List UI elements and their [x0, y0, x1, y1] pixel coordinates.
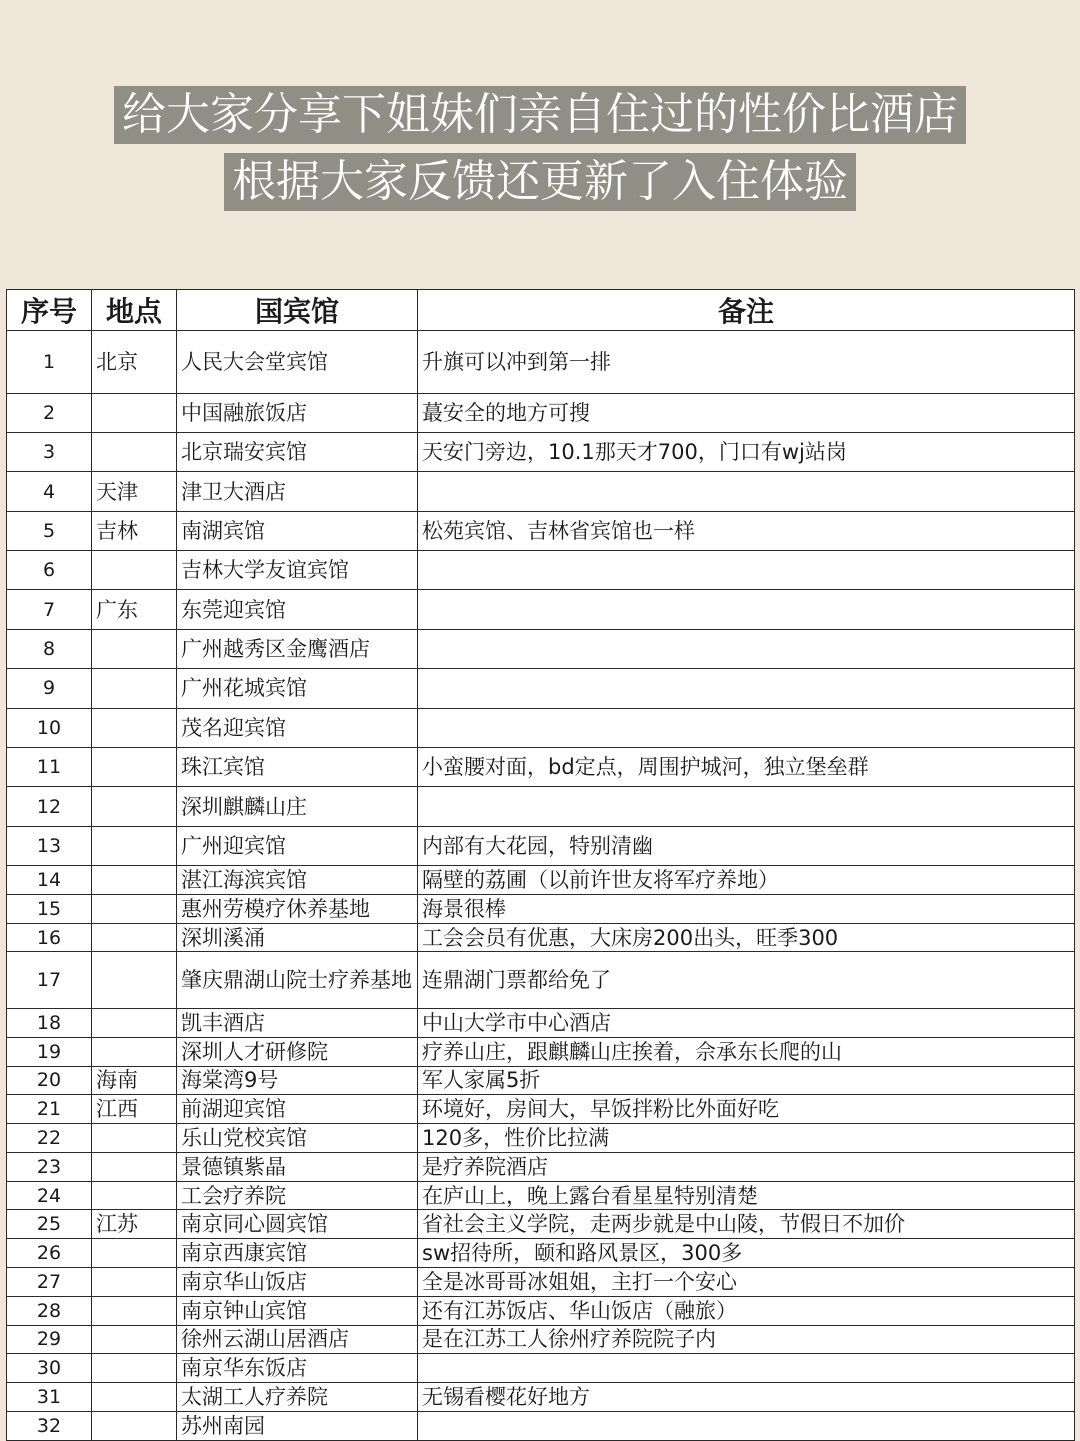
table-row — [7, 432, 1075, 471]
cell-note: 是在江苏工人徐州疗养院院子内 — [418, 1325, 1075, 1354]
cell-hotel: 苏州南园 — [177, 1411, 418, 1440]
cell-hotel: 吉林大学友谊宾馆 — [177, 551, 418, 590]
cell-hotel: 凯丰酒店 — [177, 1009, 418, 1038]
table-row — [7, 826, 1075, 865]
cell-note: 省社会主义学院，走两步就是中山陵，节假日不加价 — [418, 1210, 1075, 1239]
cell-no: 15 — [7, 894, 92, 923]
cell-note: 是疗养院酒店 — [418, 1152, 1075, 1181]
cell-no: 20 — [7, 1066, 92, 1095]
table-row — [7, 551, 1075, 590]
cell-place — [92, 1239, 177, 1268]
cell-hotel: 深圳溪涌 — [177, 923, 418, 952]
banner-text-1: 给大家分享下姐妹们亲自住过的性价比酒店 — [114, 86, 966, 144]
cell-place — [92, 1152, 177, 1181]
cell-place: 广东 — [92, 590, 177, 629]
cell-no: 8 — [7, 629, 92, 668]
cell-no: 18 — [7, 1009, 92, 1038]
table-row — [7, 629, 1075, 668]
table-header-row — [7, 290, 1075, 331]
table-row — [7, 1181, 1075, 1210]
cell-hotel: 珠江宾馆 — [177, 747, 418, 786]
cell-no: 32 — [7, 1411, 92, 1440]
cell-note: 120多，性价比拉满 — [418, 1124, 1075, 1153]
cell-note: 军人家属5折 — [418, 1066, 1075, 1095]
cell-place — [92, 1009, 177, 1038]
cell-hotel: 北京瑞安宾馆 — [177, 432, 418, 471]
cell-note — [418, 551, 1075, 590]
cell-hotel: 前湖迎宾馆 — [177, 1095, 418, 1124]
cell-place — [92, 826, 177, 865]
cell-no: 23 — [7, 1152, 92, 1181]
cell-hotel: 湛江海滨宾馆 — [177, 866, 418, 895]
cell-place — [92, 1354, 177, 1383]
cell-note: sw招待所，颐和路风景区，300多 — [418, 1239, 1075, 1268]
cell-note: 蕞安全的地方可搜 — [418, 393, 1075, 432]
cell-no: 27 — [7, 1268, 92, 1297]
cell-place: 海南 — [92, 1066, 177, 1095]
cell-no: 1 — [7, 331, 92, 394]
cell-note: 在庐山上，晚上露台看星星特别清楚 — [418, 1181, 1075, 1210]
cell-note: 中山大学市中心酒店 — [418, 1009, 1075, 1038]
table-row — [7, 669, 1075, 708]
cell-hotel: 南京钟山宾馆 — [177, 1296, 418, 1325]
cell-place — [92, 669, 177, 708]
cell-hotel: 南京西康宾馆 — [177, 1239, 418, 1268]
cell-place — [92, 1383, 177, 1412]
cell-place — [92, 894, 177, 923]
cell-note — [418, 1354, 1075, 1383]
table-row — [7, 1411, 1075, 1440]
cell-note: 内部有大花园，特别清幽 — [418, 826, 1075, 865]
table-row — [7, 787, 1075, 826]
cell-hotel: 茂名迎宾馆 — [177, 708, 418, 747]
cell-no: 28 — [7, 1296, 92, 1325]
table-row — [7, 511, 1075, 550]
cell-note: 松苑宾馆、吉林省宾馆也一样 — [418, 511, 1075, 550]
table-row — [7, 1152, 1075, 1181]
cell-no: 19 — [7, 1037, 92, 1066]
cell-no: 17 — [7, 952, 92, 1009]
table-row — [7, 1124, 1075, 1153]
cell-hotel: 东莞迎宾馆 — [177, 590, 418, 629]
cell-no: 6 — [7, 551, 92, 590]
header-no: 序号 — [7, 290, 92, 331]
table-row — [7, 894, 1075, 923]
cell-note: 全是冰哥哥冰姐姐，主打一个安心 — [418, 1268, 1075, 1297]
cell-note — [418, 787, 1075, 826]
cell-hotel: 深圳人才研修院 — [177, 1037, 418, 1066]
cell-no: 30 — [7, 1354, 92, 1383]
cell-note: 小蛮腰对面，bd定点，周围护城河，独立堡垒群 — [418, 747, 1075, 786]
cell-hotel: 广州花城宾馆 — [177, 669, 418, 708]
cell-note: 还有江苏饭店、华山饭店（融旅） — [418, 1296, 1075, 1325]
cell-no: 14 — [7, 866, 92, 895]
table-row — [7, 866, 1075, 895]
hotel-table — [6, 289, 1075, 1441]
banner-line-2 — [0, 153, 1080, 211]
cell-place — [92, 1181, 177, 1210]
cell-note: 天安门旁边，10.1那天才700，门口有wj站岗 — [418, 432, 1075, 471]
cell-place: 吉林 — [92, 511, 177, 550]
table-row — [7, 747, 1075, 786]
header-place: 地点 — [92, 290, 177, 331]
cell-hotel: 惠州劳模疗休养基地 — [177, 894, 418, 923]
cell-hotel: 景德镇紫晶 — [177, 1152, 418, 1181]
table-row — [7, 393, 1075, 432]
cell-note: 环境好，房间大，早饭拌粉比外面好吃 — [418, 1095, 1075, 1124]
cell-no: 3 — [7, 432, 92, 471]
cell-place — [92, 551, 177, 590]
table-row — [7, 1037, 1075, 1066]
cell-hotel: 深圳麒麟山庄 — [177, 787, 418, 826]
cell-note — [418, 1411, 1075, 1440]
cell-no: 16 — [7, 923, 92, 952]
cell-place — [92, 952, 177, 1009]
table-row — [7, 923, 1075, 952]
cell-no: 26 — [7, 1239, 92, 1268]
cell-place: 北京 — [92, 331, 177, 394]
table-row — [7, 1210, 1075, 1239]
cell-place — [92, 432, 177, 471]
cell-hotel: 南湖宾馆 — [177, 511, 418, 550]
cell-hotel: 津卫大酒店 — [177, 472, 418, 511]
cell-note: 疗养山庄，跟麒麟山庄挨着，佘承东长爬的山 — [418, 1037, 1075, 1066]
cell-note — [418, 590, 1075, 629]
table-row — [7, 472, 1075, 511]
cell-no: 10 — [7, 708, 92, 747]
cell-no: 24 — [7, 1181, 92, 1210]
cell-place — [92, 1037, 177, 1066]
cell-no: 12 — [7, 787, 92, 826]
banner-line-1 — [0, 86, 1080, 144]
header-hotel: 国宾馆 — [177, 290, 418, 331]
cell-hotel: 广州迎宾馆 — [177, 826, 418, 865]
table-row — [7, 708, 1075, 747]
cell-note: 升旗可以冲到第一排 — [418, 331, 1075, 394]
cell-hotel: 肇庆鼎湖山院士疗养基地 — [177, 952, 418, 1009]
cell-note — [418, 669, 1075, 708]
cell-place: 江苏 — [92, 1210, 177, 1239]
cell-no: 4 — [7, 472, 92, 511]
cell-hotel: 徐州云湖山居酒店 — [177, 1325, 418, 1354]
table-row — [7, 952, 1075, 1009]
cell-hotel: 太湖工人疗养院 — [177, 1383, 418, 1412]
cell-place — [92, 1268, 177, 1297]
cell-no: 22 — [7, 1124, 92, 1153]
table-row — [7, 1066, 1075, 1095]
cell-hotel: 广州越秀区金鹰酒店 — [177, 629, 418, 668]
table-row — [7, 590, 1075, 629]
cell-place — [92, 1124, 177, 1153]
cell-hotel: 乐山党校宾馆 — [177, 1124, 418, 1153]
header-note: 备注 — [418, 290, 1075, 331]
cell-place — [92, 923, 177, 952]
cell-note — [418, 472, 1075, 511]
cell-no: 31 — [7, 1383, 92, 1412]
cell-place — [92, 866, 177, 895]
cell-place — [92, 787, 177, 826]
table-row — [7, 1239, 1075, 1268]
cell-place: 天津 — [92, 472, 177, 511]
cell-no: 25 — [7, 1210, 92, 1239]
table-row — [7, 1383, 1075, 1412]
cell-hotel: 中国融旅饭店 — [177, 393, 418, 432]
table-row — [7, 1009, 1075, 1038]
cell-note: 无锡看樱花好地方 — [418, 1383, 1075, 1412]
cell-place — [92, 629, 177, 668]
cell-no: 9 — [7, 669, 92, 708]
table-row — [7, 1296, 1075, 1325]
cell-hotel: 南京华山饭店 — [177, 1268, 418, 1297]
cell-hotel: 南京同心圆宾馆 — [177, 1210, 418, 1239]
cell-no: 21 — [7, 1095, 92, 1124]
cell-place — [92, 1411, 177, 1440]
table-row — [7, 331, 1075, 394]
cell-no: 2 — [7, 393, 92, 432]
cell-place — [92, 708, 177, 747]
cell-hotel: 工会疗养院 — [177, 1181, 418, 1210]
cell-note: 隔壁的荔圃（以前许世友将军疗养地） — [418, 866, 1075, 895]
table-row — [7, 1325, 1075, 1354]
cell-place — [92, 1325, 177, 1354]
cell-no: 13 — [7, 826, 92, 865]
table-row — [7, 1268, 1075, 1297]
cell-no: 11 — [7, 747, 92, 786]
cell-place — [92, 1296, 177, 1325]
cell-note: 连鼎湖门票都给免了 — [418, 952, 1075, 1009]
cell-note — [418, 629, 1075, 668]
cell-place: 江西 — [92, 1095, 177, 1124]
banner-text-2: 根据大家反馈还更新了入住体验 — [224, 153, 856, 211]
cell-hotel: 海棠湾9号 — [177, 1066, 418, 1095]
cell-note: 海景很棒 — [418, 894, 1075, 923]
cell-place — [92, 747, 177, 786]
table-row — [7, 1354, 1075, 1383]
cell-no: 29 — [7, 1325, 92, 1354]
cell-note: 工会会员有优惠，大床房200出头，旺季300 — [418, 923, 1075, 952]
cell-hotel: 南京华东饭店 — [177, 1354, 418, 1383]
cell-no: 7 — [7, 590, 92, 629]
cell-hotel: 人民大会堂宾馆 — [177, 331, 418, 394]
cell-place — [92, 393, 177, 432]
table-row — [7, 1095, 1075, 1124]
cell-no: 5 — [7, 511, 92, 550]
cell-note — [418, 708, 1075, 747]
